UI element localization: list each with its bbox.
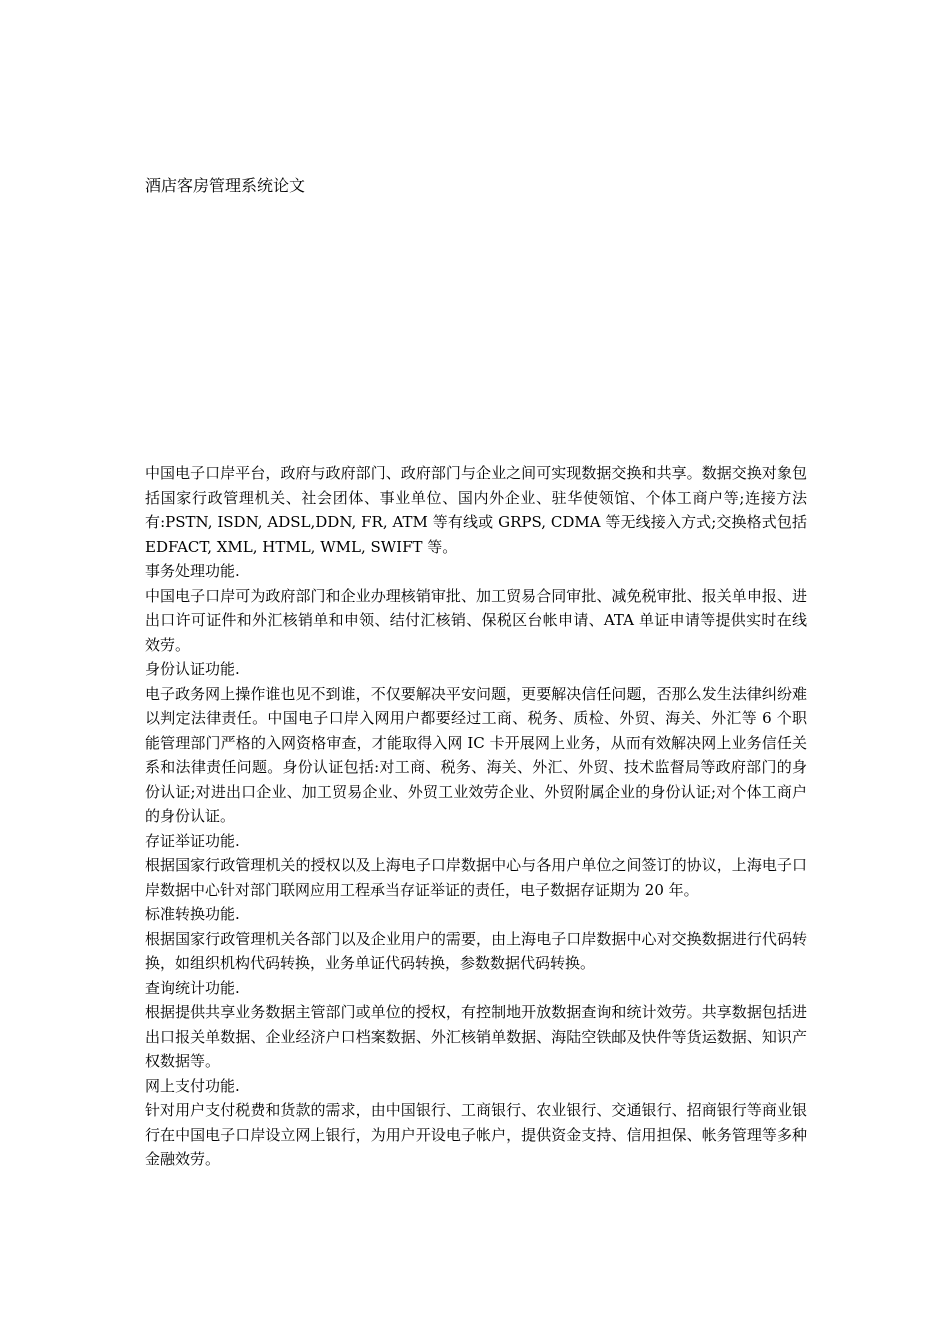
section-heading-identity-auth: 身份认证功能. bbox=[145, 660, 240, 678]
document-title: 酒店客房管理系统论文 bbox=[145, 176, 306, 195]
paragraph-online-payment: 针对用户支付税费和货款的需求，由中国银行、工商银行、农业银行、交通银行、招商银行等商业银行在中国电子口岸设立网上银行，为用户开设电子帐户，提供资金支持、信用担保、帐务管理等多种金融效劳。 bbox=[145, 1101, 807, 1168]
section-heading-standard-conversion: 标准转换功能. bbox=[145, 905, 240, 923]
section-heading-query-stats: 查询统计功能. bbox=[145, 978, 240, 997]
paragraph-query-stats: 根据提供共享业务数据主管部门或单位的授权，有控制地开放数据查询和统计效劳。共享数据包括进出口报关单数据、企业经济户口档案数据、外汇核销单数据、海陆空铁邮及快件等货运数据、知识产权数据等。 bbox=[145, 1003, 807, 1070]
section-heading-evidence: 存证举证功能. bbox=[145, 831, 240, 850]
paragraph-transaction: 中国电子口岸可为政府部门和企业办理核销审批、加工贸易合同审批、减免税审批、报关单申报、进出口许可证件和外汇核销单和申领、结付汇核销、保税区台帐申请、ATA 单证申请等提供实时在线效劳。 bbox=[145, 586, 807, 654]
paragraph-platform-overview: 中国电子口岸平台，政府与政府部门、政府部门与企业之间可实现数据交换和共享。数据交换对象包括国家行政管理机关、社会团体、事业单位、国内外企业、驻华使领馆、个体工商户等;连接方法有:PSTN, ISDN, ADSL,DDN, FR, ATM 等有线或 GRPS, CDMA 等无线接入方式;交换格式包括 EDFACT, XML, HTML, WML, SWIFT 等。 bbox=[145, 464, 807, 556]
section-heading-transaction: 事务处理功能. bbox=[145, 562, 240, 580]
paragraph-evidence: 根据国家行政管理机关的授权以及上海电子口岸数据中心与各用户单位之间签订的协议，上海电子口岸数据中心针对部门联网应用工程承当存证举证的责任，电子数据存证期为 20 年。 bbox=[145, 856, 807, 899]
paragraph-standard-conversion: 根据国家行政管理机关各部门以及企业用户的需要，由上海电子口岸数据中心对交换数据进行代码转换，如组织机构代码转换，业务单证代码转换，参数数据代码转换。 bbox=[145, 929, 807, 972]
document-body bbox=[145, 461, 807, 1172]
section-heading-online-payment: 网上支付功能. bbox=[145, 1076, 240, 1095]
paragraph-identity-auth: 电子政务网上操作谁也见不到谁，不仅要解决平安问题，更要解决信任问题，否那么发生法律纠纷难以判定法律责任。中国电子口岸入网用户都要经过工商、税务、质检、外贸、海关、外汇等 6 个职能管理部门严格的入网资格审查，才能取得入网 IC 卡开展网上业务，从而有效解决网上业务信任关系和法律责任问题。身份认证包括:对工商、税务、海关、外汇、外贸、技术监督局等政府部门的身份认证;对进出口企业、加工贸易企业、外贸工业效劳企业、外贸附属企业的身份认证;对个体工商户的身份认证。 bbox=[145, 684, 807, 825]
